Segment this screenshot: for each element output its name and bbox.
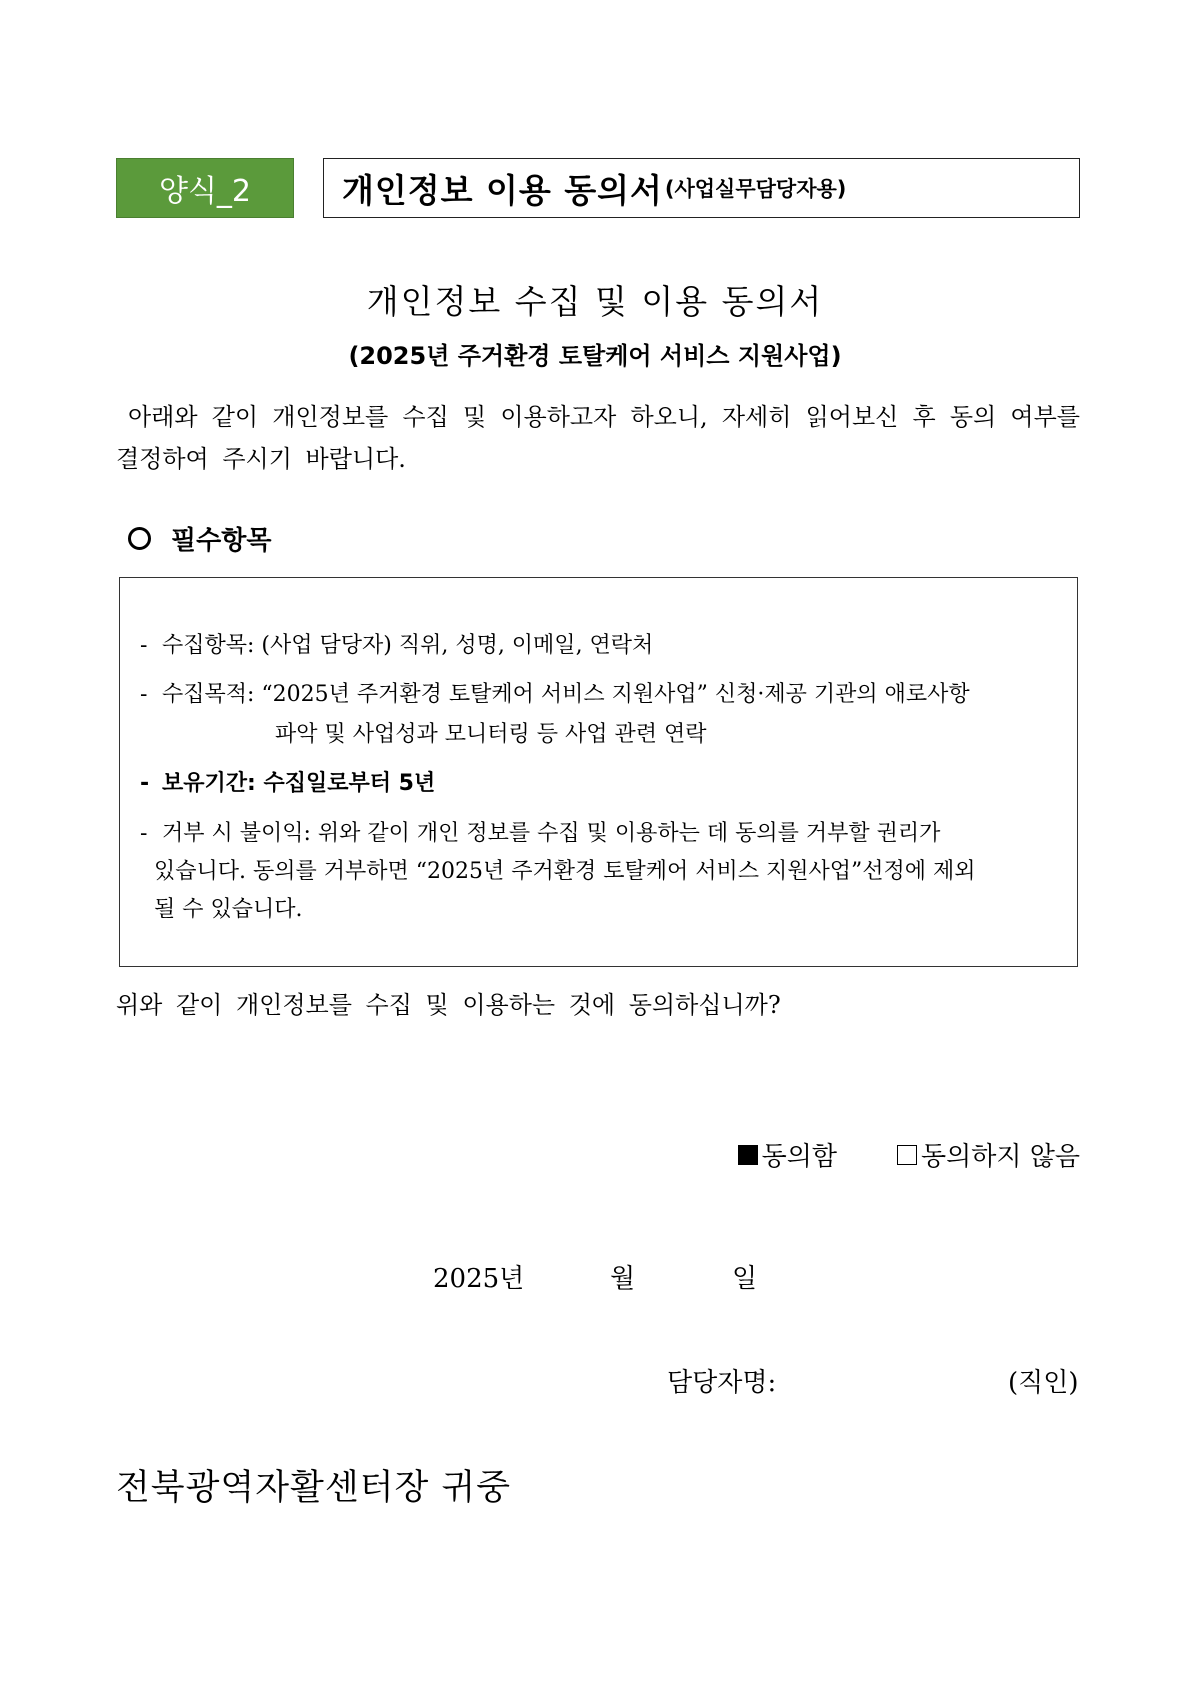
circle-bullet-icon: [128, 527, 151, 550]
item-text: 수집목적: “2025년 주거환경 토탈케어 서비스 지원사업” 신청·제공 기관의 애로사항: [162, 682, 970, 707]
item-text: 보유기간: 수집일로부터 5년: [162, 771, 436, 796]
checked-checkbox-icon[interactable]: [738, 1145, 758, 1165]
item-dash: -: [140, 821, 148, 846]
info-item-purpose: [140, 676, 970, 713]
document-title: 개인정보 수집 및 이용 동의서: [366, 282, 824, 321]
header-title-suffix: (사업실무담당자용): [664, 177, 847, 201]
info-item-collect-items: [140, 627, 653, 664]
consent-options: [738, 1136, 1080, 1173]
date-day: 일: [732, 1264, 758, 1294]
signer-name-label: 담당자명:: [667, 1368, 777, 1398]
info-item-refusal-continuation: 있습니다. 동의를 거부하면 “2025년 주거환경 토탈케어 서비스 지원사업”선정에 제외: [154, 859, 976, 884]
document-subtitle: (2025년 주거환경 토탈케어 서비스 지원사업): [348, 342, 842, 370]
agree-option-label[interactable]: 동의함: [761, 1142, 838, 1172]
info-item-refusal: [140, 815, 940, 852]
required-items-box: [119, 577, 1078, 967]
item-dash: -: [140, 633, 148, 658]
required-section-label: 필수항목: [171, 526, 272, 556]
info-item-refusal-continuation-2: 될 수 있습니다.: [154, 897, 303, 922]
info-item-retention: [140, 765, 435, 802]
date-year: 2025년: [433, 1264, 525, 1294]
intro-paragraph: 아래와 같이 개인정보를 수집 및 이용하고자 하오니, 자세히 읽어보신 후 동의 여부를 결정하여 주시기 바랍니다.: [116, 403, 1080, 473]
recipient-line: 전북광역자활센터장 귀중: [116, 1468, 512, 1508]
disagree-option-label[interactable]: 동의하지 않음: [921, 1142, 1080, 1172]
item-dash: -: [140, 682, 148, 707]
info-item-purpose-continuation: 파악 및 사업성과 모니터링 등 사업 관련 연락: [275, 722, 707, 747]
item-dash: -: [140, 771, 150, 796]
consent-question: 위와 같이 개인정보를 수집 및 이용하는 것에 동의하십니까?: [116, 991, 781, 1019]
header-title: 개인정보 이용 동의서: [342, 170, 663, 210]
header-title-box: [323, 158, 1080, 218]
unchecked-checkbox-icon[interactable]: [897, 1145, 917, 1165]
form-number-badge: 양식_2: [116, 158, 294, 218]
required-section-heading: [128, 520, 271, 557]
item-text: 거부 시 불이익: 위와 같이 개인 정보를 수집 및 이용하는 데 동의를 거부할 권리가: [162, 821, 941, 846]
seal-label: (직인): [1008, 1368, 1079, 1398]
item-text: 수집항목: (사업 담당자) 직위, 성명, 이메일, 연락처: [162, 633, 654, 658]
date-month: 월: [610, 1264, 636, 1294]
